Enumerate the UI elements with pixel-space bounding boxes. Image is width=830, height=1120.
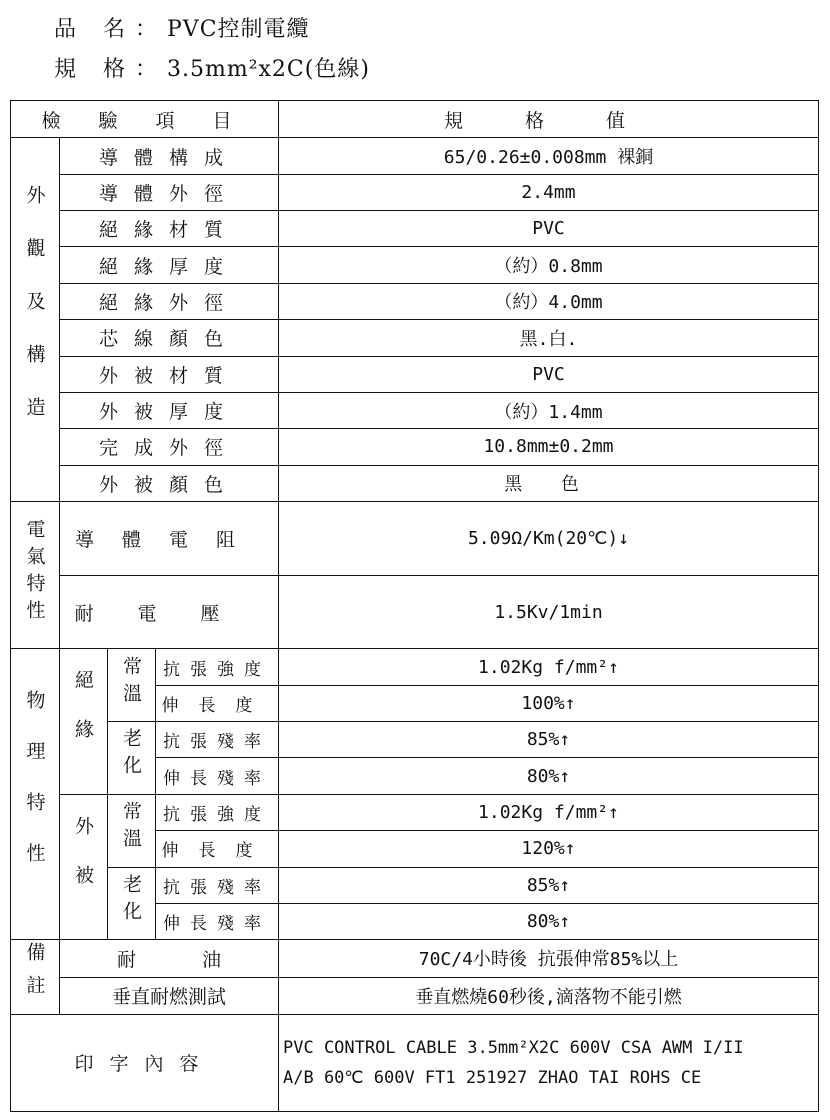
table-row (11, 174, 819, 210)
table-row (11, 977, 819, 1014)
row-item: 外被材質 (60, 356, 279, 392)
group-appearance: 外觀及構造 (11, 138, 60, 502)
row-item: 導體電阻 (60, 501, 279, 575)
table-row (11, 429, 819, 465)
table-header-row (11, 101, 819, 138)
group-physical: 物理特性 (11, 649, 60, 940)
cond-normal: 常溫 (108, 794, 156, 867)
row-item: 耐電壓 (60, 575, 279, 649)
spec-label: 規 格： (54, 57, 167, 82)
row-item: 垂直耐燃測試 (60, 977, 279, 1014)
row-value: 70C/4小時後 抗張伸常85%以上 (279, 940, 819, 977)
row-value: 1.02Kg f/mm²↑ (279, 794, 819, 830)
table-row (11, 138, 819, 174)
row-value: 5.09Ω/Km(20℃)↓ (279, 501, 819, 575)
row-item: 外被厚度 (60, 392, 279, 428)
table-row (11, 649, 819, 685)
row-item: 抗張強度 (156, 649, 279, 685)
table-row (11, 940, 819, 977)
row-item: 絕緣外徑 (60, 283, 279, 319)
printing-label: 印字內容 (11, 1014, 279, 1111)
row-value: PVC (279, 211, 819, 247)
cond-aged: 老化 (108, 722, 156, 795)
table-row (11, 794, 819, 830)
cond-aged: 老化 (108, 867, 156, 940)
row-value: 65/0.26±0.008mm 裸銅 (279, 138, 819, 174)
row-value: 1.02Kg f/mm²↑ (279, 649, 819, 685)
row-item: 絕緣材質 (60, 211, 279, 247)
row-item: 導體構成 (60, 138, 279, 174)
table-row (11, 575, 819, 649)
row-item: 抗張強度 (156, 794, 279, 830)
row-value: 10.8mm±0.2mm (279, 429, 819, 465)
row-item: 抗張殘率 (156, 722, 279, 758)
row-item: 絕緣厚度 (60, 247, 279, 283)
row-item: 伸長殘率 (156, 758, 279, 794)
row-item: 耐 油 (60, 940, 279, 977)
table-row (11, 501, 819, 575)
product-name-line (54, 12, 310, 43)
row-value: （約）1.4mm (279, 392, 819, 428)
table-row (11, 283, 819, 319)
col-item-header: 檢 驗 項 目 (11, 101, 279, 138)
table-row (11, 722, 819, 758)
row-value: 黑.白. (279, 320, 819, 356)
table-row (11, 320, 819, 356)
col-value-header: 規 格 值 (279, 101, 819, 138)
row-item: 芯線顏色 (60, 320, 279, 356)
printing-content (279, 1014, 819, 1111)
table-row (11, 867, 819, 903)
row-item: 導體外徑 (60, 174, 279, 210)
table-row (11, 356, 819, 392)
sub-sheath: 外被 (60, 794, 108, 939)
row-value: 80%↑ (279, 758, 819, 794)
row-value: 2.4mm (279, 174, 819, 210)
row-value: 黑 色 (279, 465, 819, 501)
table-row (11, 211, 819, 247)
row-value: 85%↑ (279, 722, 819, 758)
name-label: 品 名： (54, 17, 167, 42)
product-spec-line (54, 52, 370, 83)
table-row (11, 247, 819, 283)
row-value: 垂直燃燒60秒後,滴落物不能引燃 (279, 977, 819, 1014)
row-value: 120%↑ (279, 831, 819, 867)
sub-insulation: 絕緣 (60, 649, 108, 794)
group-electrical: 電氣特性 (11, 501, 60, 648)
table-row (11, 392, 819, 428)
row-item: 伸長殘率 (156, 903, 279, 939)
row-value: （約）4.0mm (279, 283, 819, 319)
spec-value: 3.5mm²x2C(色線) (167, 57, 370, 82)
row-item: 外被顏色 (60, 465, 279, 501)
name-value: PVC控制電纜 (167, 17, 310, 42)
row-value: 100%↑ (279, 685, 819, 721)
row-value: （約）0.8mm (279, 247, 819, 283)
cond-normal: 常溫 (108, 649, 156, 722)
row-item: 伸長度 (156, 831, 279, 867)
spec-table (10, 100, 819, 1112)
row-value: 85%↑ (279, 867, 819, 903)
table-row (11, 1014, 819, 1111)
group-remarks: 備註 (11, 940, 60, 1015)
row-item: 完成外徑 (60, 429, 279, 465)
row-item: 伸長度 (156, 685, 279, 721)
printing-line-2: A/B 60℃ 600V FT1 251927 ZHAO TAI ROHS CE (283, 1067, 702, 1088)
row-value: 80%↑ (279, 903, 819, 939)
row-value: PVC (279, 356, 819, 392)
row-value: 1.5Kv/1min (279, 575, 819, 649)
row-item: 抗張殘率 (156, 867, 279, 903)
table-row (11, 465, 819, 501)
printing-line-1: PVC CONTROL CABLE 3.5mm²X2C 600V CSA AWM I/II (283, 1037, 744, 1058)
